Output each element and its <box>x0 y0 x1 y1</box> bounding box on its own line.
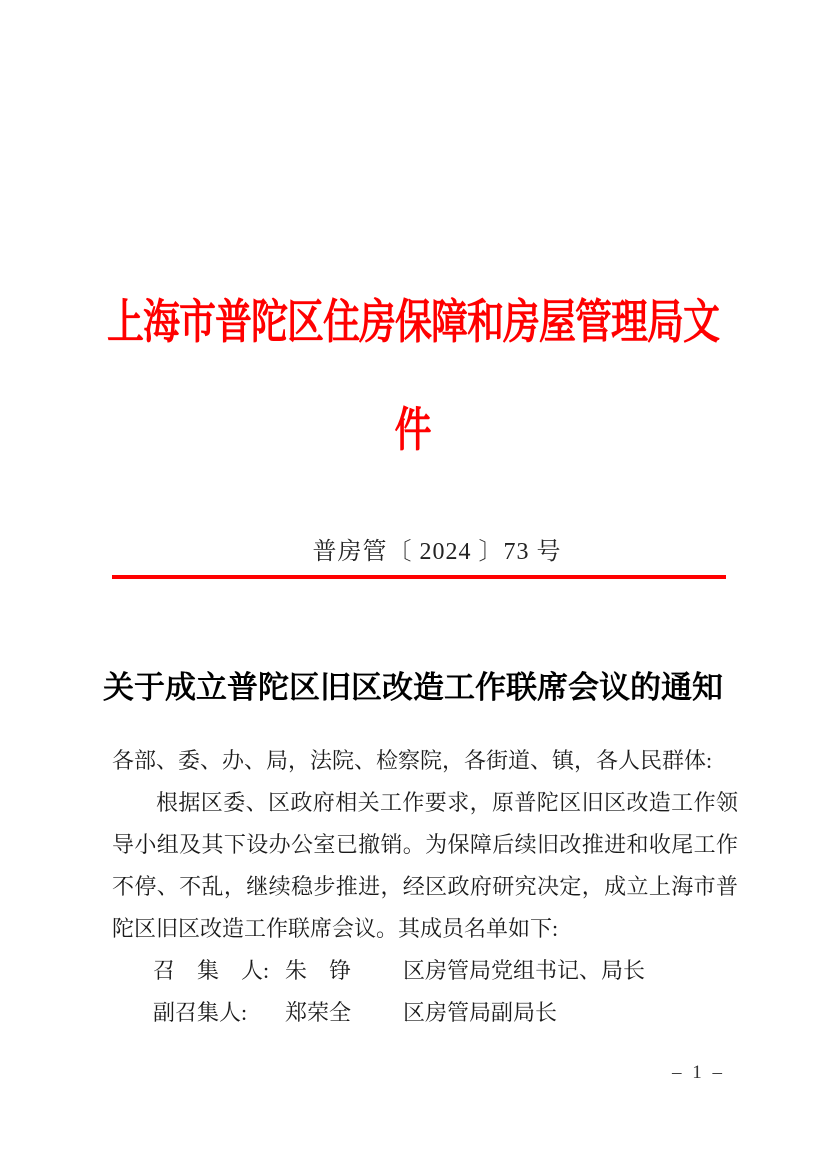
roster-person-name: 郑荣全 <box>285 1000 352 1025</box>
roster-person-name: 朱 铮 <box>285 958 352 983</box>
document-title: 关于成立普陀区旧区改造工作联席会议的通知 <box>103 670 723 705</box>
roster-role-label: 召 集 人: <box>153 958 270 983</box>
document-number: 普房管〔 2024 〕73 号 <box>312 539 562 565</box>
roster-person-title: 区房管局党组书记、局长 <box>403 958 646 983</box>
roster-role-label: 副召集人: <box>153 1000 248 1025</box>
letterhead-line-1: 上海市普陀区住房保障和房屋管理局文 <box>107 295 719 349</box>
roster-person-title: 区房管局副局长 <box>403 1000 558 1025</box>
letterhead-line-2: 件 <box>394 403 432 457</box>
body-paragraph: 根据区委、区政府相关工作要求，原普陀区旧区改造工作领导小组及其下设办公室已撤销。为保障后续旧改推进和收尾工作不停、不乱，继续稳步推进，经区政府研究决定，成立上海市普陀区旧区改造工作联席会议。其成员名单如下: <box>112 790 738 941</box>
document-body <box>112 740 738 1034</box>
salutation-line: 各部、委、办、局，法院、检察院，各街道、镇，各人民群体: <box>112 748 713 773</box>
roster-row-convener <box>112 950 738 992</box>
page-number: – 1 – <box>672 1062 725 1083</box>
roster-row-deputy-convener <box>112 992 738 1034</box>
red-divider-rule <box>112 575 726 579</box>
